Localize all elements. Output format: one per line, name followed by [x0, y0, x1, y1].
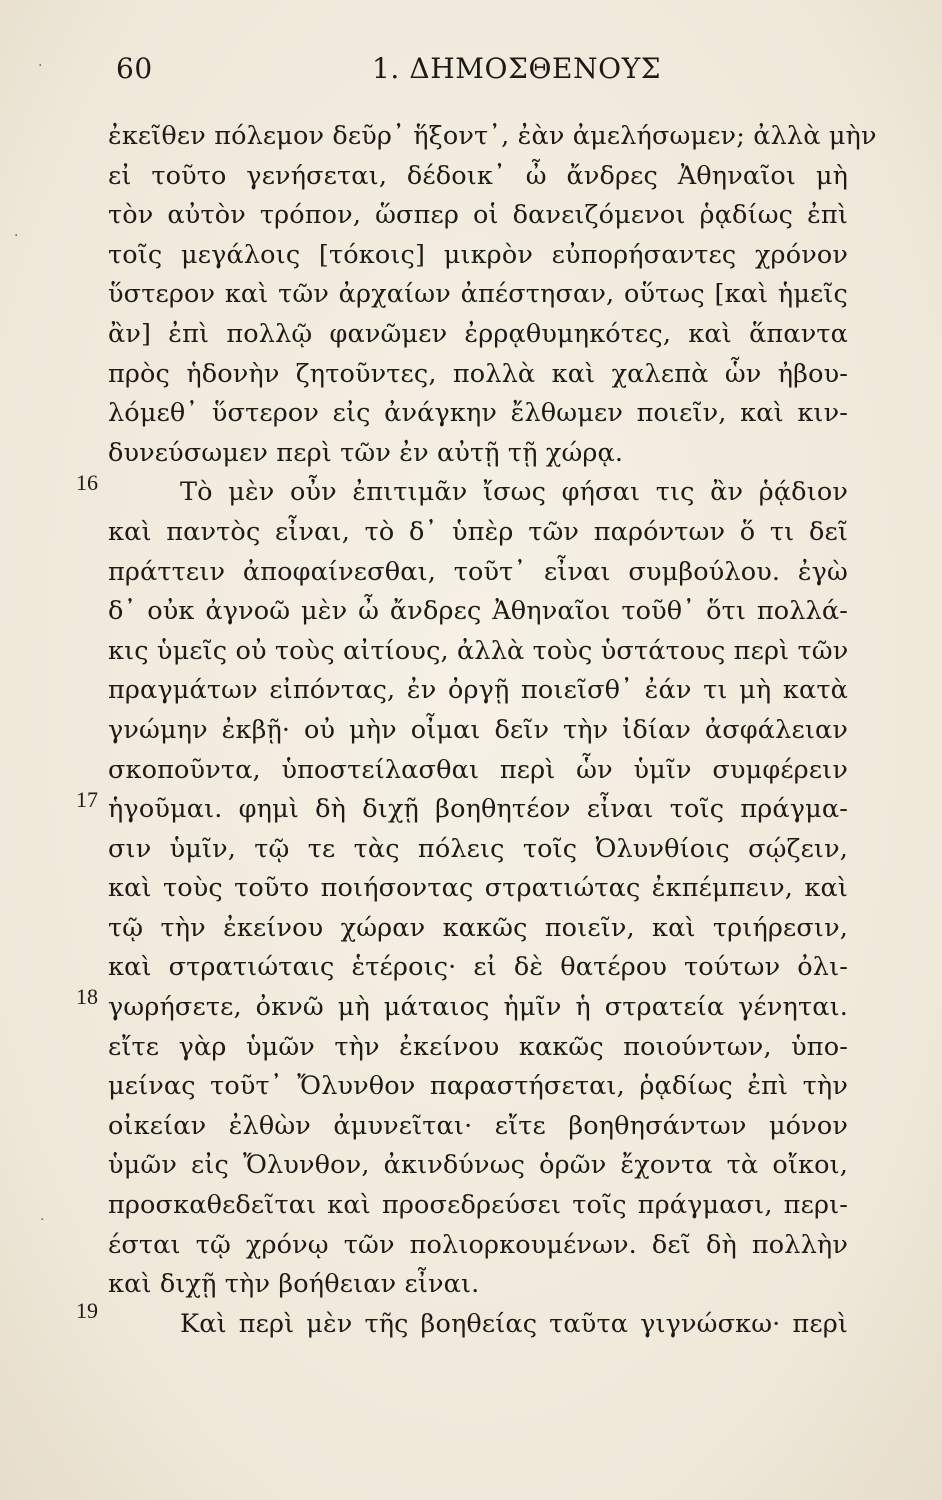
text-line: πρὸς ἡδονὴν ζητοῦντες, πολλὰ καὶ χαλεπὰ ὧν ἠβου- [108, 358, 848, 389]
text-line: ὕστερον καὶ τῶν ἀρχαίων ἀπέστησαν, οὕτως [καὶ ἡμεῖς [108, 279, 848, 310]
text-line: σκοποῦντα, ὑποστείλασθαι περὶ ὧν ὑμῖν συμφέρειν [108, 754, 848, 785]
text-line: ἂν] ἐπὶ πολλῷ φανῶμεν ἐρρᾳθυμηκότες, καὶ ἅπαντα [108, 318, 848, 349]
text-line: τὸν αὐτὸν τρόπον, ὥσπερ οἱ δανειζόμενοι ῥᾳδίως ἐπὶ [108, 200, 848, 231]
body-text [108, 117, 877, 1344]
text-line: τοῖς μεγάλοις [τόκοις] μικρὸν εὐπορήσαντες χρόνον [108, 239, 848, 270]
text-line: εἰ τοῦτο γενήσεται, δέδοικ᾽ ὦ ἄνδρες Ἀθηναῖοι μὴ [108, 160, 848, 191]
speck-mark: · [40, 1212, 45, 1228]
speck-mark: · [14, 228, 19, 244]
speck-mark: · [38, 58, 43, 74]
section-number-17: 17 [76, 787, 98, 812]
running-title: 1. ΔΗΜΟΣΘΕΝΟΥΣ [372, 52, 662, 85]
text-line: καὶ στρατιώταις ἑτέροις· εἰ δὲ θατέρου τούτων ὀλι- [108, 952, 848, 983]
section-number-18: 18 [76, 984, 98, 1009]
text-line: πράττειν ἀποφαίνεσθαι, τοῦτ᾽ εἶναι συμβούλου. ἐγὼ [108, 556, 848, 587]
text-line: ἡγοῦμαι. φημὶ δὴ διχῇ βοηθητέον εἶναι τοῖς πράγμα- [108, 794, 848, 825]
text-line: Καὶ περὶ μὲν τῆς βοηθείας ταῦτα γιγνώσκω· περὶ [180, 1308, 848, 1339]
text-line: πραγμάτων εἰπόντας, ἐν ὀργῇ ποιεῖσθ᾽ ἐάν τι μὴ κατὰ [108, 675, 848, 706]
text-line: έσται τῷ χρόνῳ τῶν πολιορκουμένων. δεῖ δὴ πολλὴν [108, 1229, 848, 1260]
page-header [0, 52, 942, 92]
text-line: τῷ τὴν ἐκείνου χώραν κακῶς ποιεῖν, καὶ τριήρεσιν, [108, 912, 848, 943]
page-number: 60 [116, 52, 153, 85]
text-line: σιν ὑμῖν, τῷ τε τὰς πόλεις τοῖς Ὀλυνθίοις σῴζειν, [108, 833, 848, 864]
text-line: μείνας τοῦτ᾽ Ὄλυνθον παραστήσεται, ῥᾳδίως ἐπὶ τὴν [108, 1071, 848, 1102]
text-line: προσκαθεδεῖται καὶ προσεδρεύσει τοῖς πράγμασι, περι- [108, 1190, 848, 1221]
text-line: γωρήσετε, ὀκνῶ μὴ μάταιος ἡμῖν ἡ στρατεία γένηται. [108, 992, 848, 1023]
text-line: Τὸ μὲν οὖν ἐπιτιμᾶν ἴσως φήσαι τις ἂν ῥᾴδιον [180, 477, 848, 508]
text-line: οἰκείαν ἐλθὼν ἀμυνεῖται· εἴτε βοηθησάντων μόνον [108, 1110, 848, 1141]
text-line: δυνεύσωμεν περὶ τῶν ἐν αὐτῇ τῇ χώρᾳ. [108, 437, 624, 468]
text-line: καὶ παντὸς εἶναι, τὸ δ᾽ ὑπὲρ τῶν παρόντων ὅ τι δεῖ [108, 516, 848, 547]
text-line: εἴτε γὰρ ὑμῶν τὴν ἐκείνου κακῶς ποιούντων, ὑπο- [108, 1031, 848, 1062]
text-line: λόμεθ᾽ ὕστερον εἰς ἀνάγκην ἔλθωμεν ποιεῖν, καὶ κιν- [108, 398, 848, 429]
section-number-19: 19 [76, 1298, 98, 1323]
text-line: καὶ διχῇ τὴν βοήθειαν εἶναι. [108, 1269, 480, 1300]
section-number-16: 16 [76, 470, 98, 495]
text-line: καὶ τοὺς τοῦτο ποιήσοντας στρατιώτας ἐκπέμπειν, καὶ [108, 873, 848, 904]
text-line: ἐκεῖθεν πόλεμον δεῦρ᾽ ἥξοντ᾽, ἐὰν ἀμελήσωμεν; ἀλλὰ μὴν [108, 121, 877, 151]
text-line: δ᾽ οὐκ ἀγνοῶ μὲν ὦ ἄνδρες Ἀθηναῖοι τοῦθ᾽ ὅτι πολλά- [108, 596, 848, 627]
text-line: γνώμην ἐκβῇ· οὐ μὴν οἶμαι δεῖν τὴν ἰδίαν ἀσφάλειαν [108, 714, 848, 745]
text-line: κις ὑμεῖς οὐ τοὺς αἰτίους, ἀλλὰ τοὺς ὑστάτους περὶ τῶν [108, 635, 849, 666]
text-line: ὑμῶν εἰς Ὄλυνθον, ἀκινδύνως ὁρῶν ἔχοντα τὰ οἴκοι, [108, 1150, 848, 1181]
